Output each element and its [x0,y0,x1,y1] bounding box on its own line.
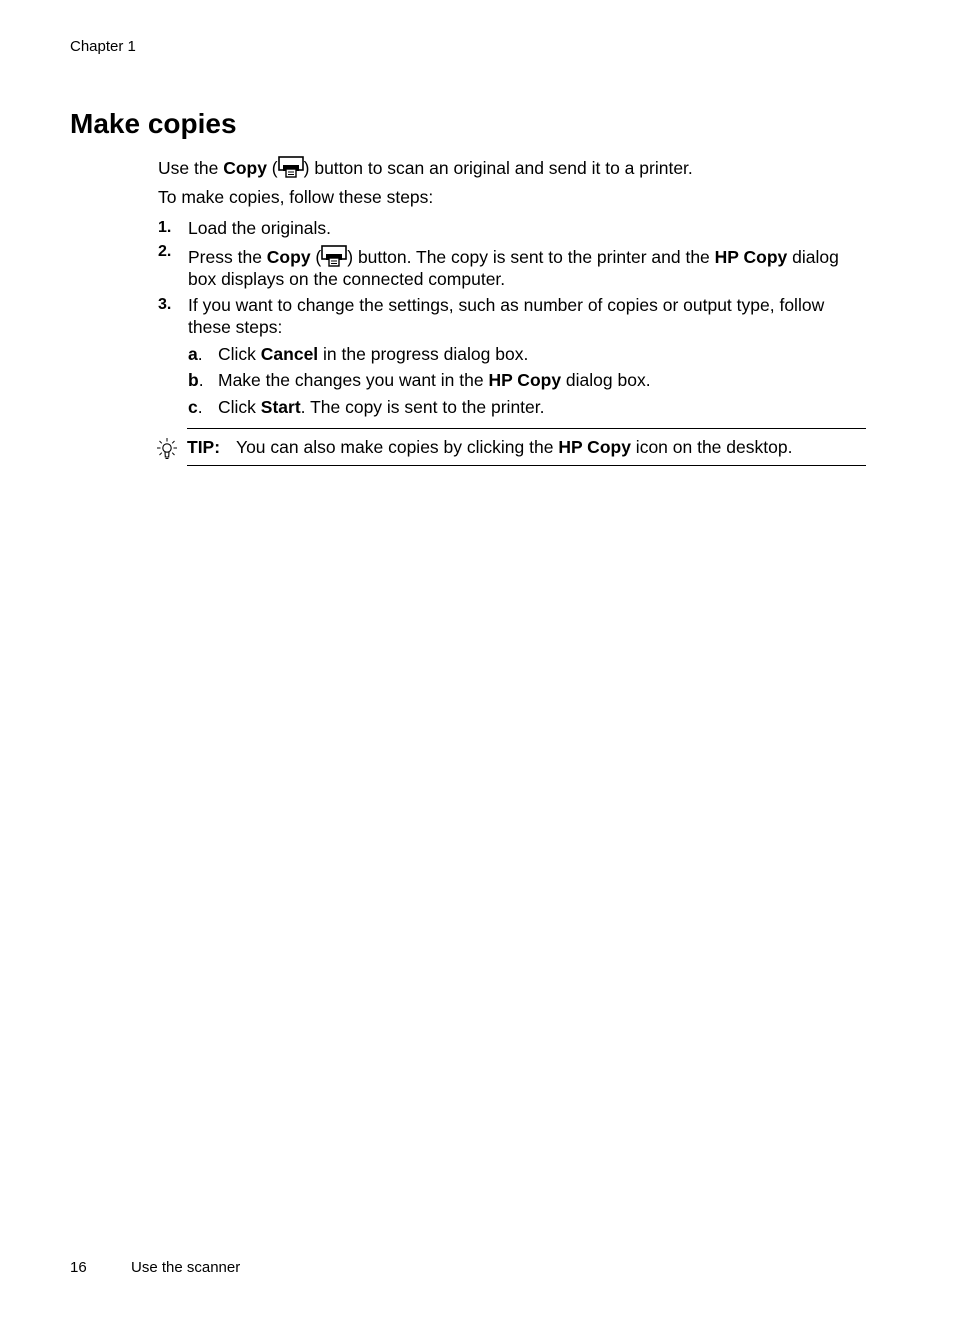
substep-post: dialog box. [561,370,651,390]
page-title: Make copies [70,108,237,139]
substep-post: in the progress dialog box. [318,344,529,364]
step-text: If you want to change the settings, such as number of copies or output type, follow these steps: [188,295,825,337]
substep-bold: Cancel [260,344,319,364]
substep-letter: c. [188,397,203,417]
substep-text [218,343,868,365]
tip-label: TIP: [187,437,221,457]
intro-paragraph-1 [158,156,868,179]
step-number: 2. [158,243,172,260]
footer-section-title: Use the scanner [131,1259,241,1276]
substep-a [188,343,868,365]
substep-pre: Click [218,397,261,417]
substep-text [218,396,868,418]
step-2-mid: ) button. The copy is sent to the printer and the [347,247,715,267]
step-number: 1. [158,219,172,236]
substep-text [218,369,868,391]
tip-post: icon on the desktop. [630,437,793,457]
step-2-post: dialog box displays on the connected computer. [188,247,839,289]
step-2 [158,245,868,290]
intro-text-pre: Use the [158,158,224,178]
substep-letter: b. [188,370,204,390]
step-2-pre: Press the [188,247,267,267]
tip-divider-top [187,428,866,429]
substep-c [188,396,868,418]
tip-text [236,436,866,458]
substep-b [188,369,868,391]
step-1 [158,217,868,239]
copy-button-icon [278,156,304,178]
substep-letter: a. [188,344,203,364]
step-number: 3. [158,296,172,313]
footer-page-number: 16 [70,1259,87,1276]
tip-pre: You can also make copies by clicking the [236,437,559,457]
intro-text-post: ) button to scan an original and send it to a printer. [303,158,693,178]
substep-letter-text: b [188,370,199,390]
intro-copy-bold: Copy [223,158,267,178]
intro-paren-open: ( [266,158,278,178]
step-3 [158,294,868,338]
step-2-paren-open: ( [310,247,322,267]
step-2-hpcopy-bold: HP Copy [714,247,788,267]
substep-letter-text: c [188,397,198,417]
substep-pre: Click [218,344,261,364]
step-2-copy-bold: Copy [266,247,311,267]
substep-post: . The copy is sent to the printer. [300,397,545,417]
substep-letter-text: a [188,344,198,364]
step-text [188,245,868,290]
copy-button-icon [321,245,347,267]
tip-bold: HP Copy [558,437,631,457]
tip-divider-bottom [187,465,866,466]
lightbulb-icon [156,437,178,461]
substep-pre: Make the changes you want in the [218,370,489,390]
substep-bold: HP Copy [488,370,562,390]
running-head-chapter: Chapter 1 [70,38,136,55]
substep-bold: Start [260,397,301,417]
step-text: Load the originals. [188,218,332,238]
intro-paragraph-2: To make copies, follow these steps: [158,187,434,207]
